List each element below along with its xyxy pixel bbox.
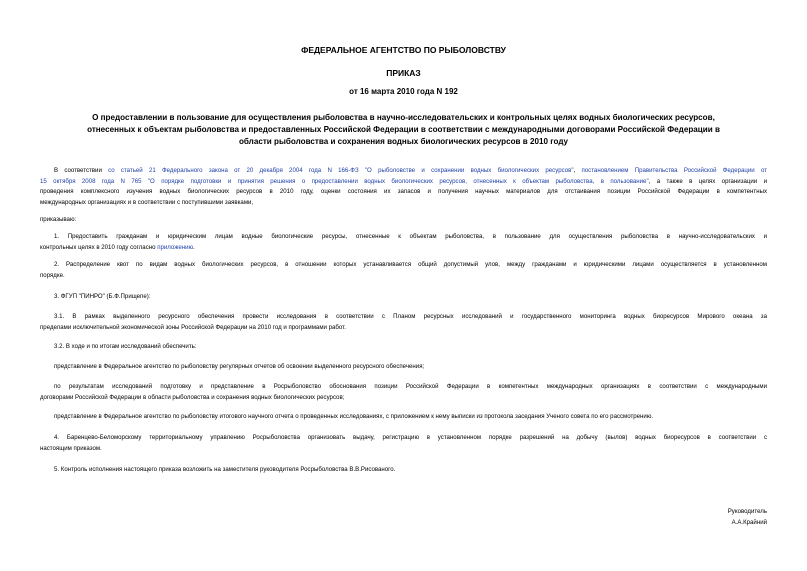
item-4 — [40, 433, 767, 454]
government-decree-link-cont[interactable]: 15 октября 2008 года N 765 "О порядке подготовки и принятия решения о предоставлении водных биологических ресурсов, отнесенных к объектам рыболовства, в пользование" — [40, 177, 649, 185]
item-3-2-c: представление в Федеральное агентство по рыболовству итогового научного отчета о проведенных исследованиях, с приложением к нему выписки из протокола заседания Ученого совета по его рассмотрению. — [54, 413, 654, 420]
title-line: О предоставлении в пользование для осуществления рыболовства в научно-исследовательских и контрольных целях водных биологических ресурсов, — [92, 113, 715, 122]
item-3-1 — [40, 312, 767, 333]
order-word: приказываю: — [40, 216, 77, 223]
law-link[interactable]: со статьей 21 Федерального закона от 20 декабря 2004 года N 166-ФЗ "О рыболовстве и сохранении водных биологических ресурсов" — [108, 167, 574, 174]
preamble-line — [40, 166, 767, 177]
item-text: контрольных целях в 2010 году согласно — [40, 243, 158, 251]
item-line: порядке. — [40, 271, 65, 279]
signature-name: А.А.Крайний — [731, 518, 767, 526]
item-line: 1. Предоставить гражданам и юридическим лицам водные биологические ресурсы, отнесенные к объектам рыболовства, в пользование для осуществления рыболовства в научно-исследовательских и — [54, 233, 767, 240]
item-line: 4. Баренцево-Беломорскому территориальному управлению Росрыболовства организовать выдачу, регистрацию в установленном порядке разрешений на добычу (вылов) водных биоресурсов в соответствии с — [54, 434, 767, 441]
item-line: 2. Распределение квот по видам водных биологических ресурсов, в отношении которых устанавливается общий допустимый улов, между гражданами и юридическими лицами осуществляется в установленном — [54, 261, 767, 268]
document-date: от 16 марта 2010 года N 192 — [349, 87, 458, 96]
preamble-text: , а также в целях организации и — [648, 177, 767, 185]
signature-position: Руководитель — [727, 508, 767, 515]
preamble-text: В соответствии — [54, 167, 109, 174]
item-line: пределами исключительной экономической зоны Российской Федерации на 2010 год и программами работ. — [40, 323, 346, 331]
preamble-line — [40, 177, 767, 188]
item-3-2-a: представление в Федеральное агентство по рыболовству регулярных отчетов об освоении выделенного ресурсного обеспечения; — [54, 363, 425, 370]
item-1 — [40, 232, 767, 253]
preamble-text: , — [573, 167, 582, 174]
item-line: настоящим приказом. — [40, 444, 102, 452]
signature-block — [728, 507, 767, 528]
document-type: ПРИКАЗ — [386, 68, 421, 78]
preamble-line: международных организациях и в соответствии с поступившими заявками, — [40, 198, 254, 206]
preamble — [40, 166, 767, 208]
item-2 — [40, 260, 767, 281]
item-line: по результатам исследований подготовку и представление в Росрыболовство обоснования позиции Российской Федерации в компетентных международных организациях в соответствии с международными — [54, 383, 767, 390]
item-line: договорами Российской Федерации в области рыболовства и сохранения водных биологических ресурсов; — [40, 393, 345, 401]
item-3-2: 3.2. В ходе и по итогам исследований обеспечить: — [54, 343, 197, 350]
title-line: области рыболовства и сохранения водных биологических ресурсов в 2010 году — [238, 137, 569, 146]
item-5: 5. Контроль исполнения настоящего приказа возложить на заместителя руководителя Росрыболовства В.В.Рисованого. — [54, 466, 396, 473]
item-line: 3.1. В рамках выделенного ресурсного обеспечения провести исследования в соответствии с Планом ресурсных исследований и государственного мониторинга водных биоресурсов Мирового океана за — [54, 313, 767, 320]
item-text: . — [193, 243, 195, 251]
item-3-2-b — [40, 382, 767, 403]
document-title — [40, 112, 767, 148]
agency-name: ФЕДЕРАЛЬНОЕ АГЕНТСТВО ПО РЫБОЛОВСТВУ — [301, 45, 506, 55]
government-decree-link[interactable]: постановлением Правительства Российской Федерации от — [581, 167, 767, 174]
item-line — [40, 243, 767, 254]
title-line: отнесенных к объектам рыболовства и предоставленных Российской Федерации в соответствии с международными договорами Российской Федерации в — [87, 125, 720, 134]
preamble-line: проведения комплексного изучения водных биологических ресурсов в 2010 году, оценки состояния их запасов и получения научных материалов для отстаивания позиции Российской Федерации в компетентных — [40, 188, 767, 195]
item-3: 3. ФГУП "ПИНРО" (Б.Ф.Прищепе): — [54, 293, 151, 300]
appendix-link[interactable]: приложению — [157, 243, 194, 251]
